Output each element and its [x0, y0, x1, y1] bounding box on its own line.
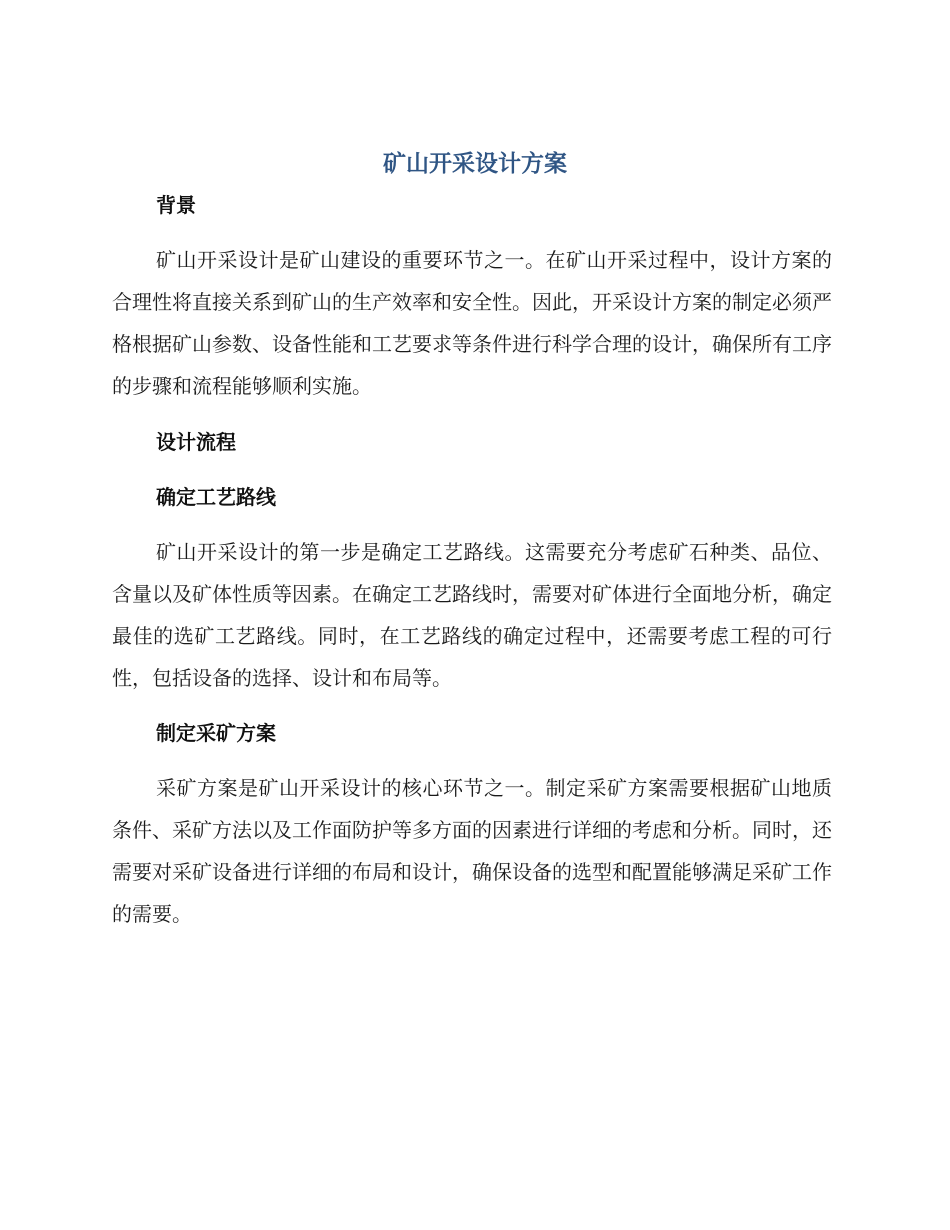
section-heading-background: 背景	[156, 193, 196, 217]
paragraph-mining-plan: 采矿方案是矿山开采设计的核心环节之一。制定采矿方案需要根据矿山地质条件、采矿方法以及工作面防护等多方面的因素进行详细的考虑和分析。同时，还需要对采矿设备进行详细的布局和设计，确保设备的选型和配置能够满足采矿工作的需要。	[112, 776, 832, 926]
section-heading-design-process: 设计流程	[156, 430, 236, 454]
section-heading-process-route: 确定工艺路线	[156, 485, 276, 509]
section-heading-mining-plan: 制定采矿方案	[156, 721, 276, 745]
paragraph-background: 矿山开采设计是矿山建设的重要环节之一。在矿山开采过程中，设计方案的合理性将直接关系到矿山的生产效率和安全性。因此，开采设计方案的制定必须严格根据矿山参数、设备性能和工艺要求等条件进行科学合理的设计，确保所有工序的步骤和流程能够顺利实施。	[112, 248, 832, 398]
document-title: 矿山开采设计方案	[383, 151, 567, 177]
paragraph-process-route: 矿山开采设计的第一步是确定工艺路线。这需要充分考虑矿石种类、品位、含量以及矿体性质等因素。在确定工艺路线时，需要对矿体进行全面地分析，确定最佳的选矿工艺路线。同时，在工艺路线的确定过程中，还需要考虑工程的可行性，包括设备的选择、设计和布局等。	[112, 540, 832, 690]
